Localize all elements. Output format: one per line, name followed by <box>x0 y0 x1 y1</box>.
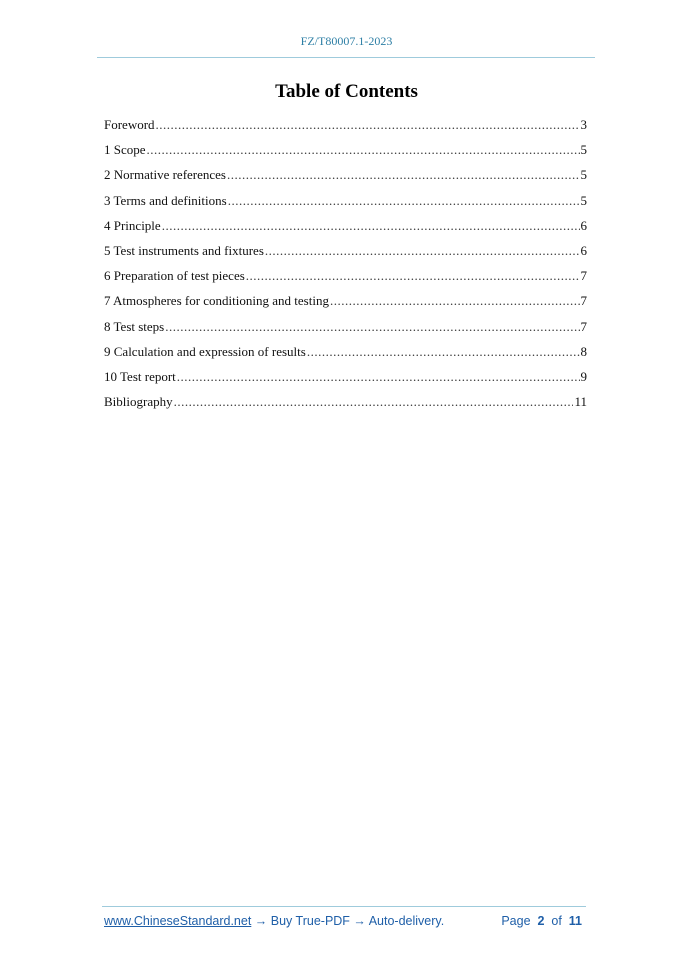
toc-entry-page: 7 <box>580 318 587 334</box>
toc-entry[interactable] <box>104 369 587 394</box>
toc-leader-dots <box>330 293 580 309</box>
page-total: 11 <box>568 914 582 928</box>
toc-entry-page: 6 <box>580 217 587 233</box>
toc-entry-label: Bibliography <box>104 394 173 410</box>
toc-entry-label: 4 Principle <box>104 217 161 233</box>
toc-entry-page: 5 <box>580 167 587 183</box>
toc-entry-label: 2 Normative references <box>104 167 226 183</box>
toc-entry-label: Foreword <box>104 117 155 132</box>
toc-entry[interactable] <box>104 167 587 192</box>
toc-leader-dots <box>156 117 580 133</box>
toc-leader-dots <box>162 218 580 234</box>
toc-entry-page: 9 <box>580 368 587 384</box>
footer-divider <box>102 906 586 907</box>
toc-entry-page: 8 <box>580 343 587 359</box>
page-of: of <box>551 914 562 928</box>
toc-leader-dots <box>246 268 580 284</box>
toc-entry-label: 3 Terms and definitions <box>104 192 227 208</box>
footer-promo <box>104 914 444 928</box>
toc-entry-label: 7 Atmospheres for conditioning and testing <box>104 293 329 309</box>
toc-entry-page: 3 <box>580 117 587 132</box>
page-current: 2 <box>537 914 545 928</box>
toc-entry[interactable] <box>104 193 587 218</box>
toc-leader-dots <box>147 142 580 158</box>
page-indicator <box>501 914 582 928</box>
toc-entry-page: 11 <box>574 394 587 410</box>
toc-entry-page: 7 <box>580 293 587 309</box>
toc-leader-dots <box>227 167 580 183</box>
toc-entry[interactable] <box>104 344 587 369</box>
toc-entry-label: 8 Test steps <box>104 318 165 334</box>
toc-entry-label: 10 Test report <box>104 368 176 384</box>
website-link[interactable]: www.ChineseStandard.net <box>104 914 252 928</box>
toc-entry-page: 5 <box>580 192 587 208</box>
toc-entry[interactable] <box>104 243 587 268</box>
toc-leader-dots <box>165 319 579 335</box>
toc-entry[interactable] <box>104 218 587 243</box>
toc-entry-label: 1 Scope <box>104 142 146 158</box>
toc-entry[interactable] <box>104 293 587 318</box>
toc-entry[interactable] <box>104 268 587 293</box>
toc-entry-label: 5 Test instruments and fixtures <box>104 242 264 258</box>
toc-leader-dots <box>174 394 574 410</box>
toc-leader-dots <box>228 193 580 209</box>
toc-leader-dots <box>307 344 580 360</box>
toc-entry-page: 5 <box>580 142 587 158</box>
toc-entry-label: 9 Calculation and expression of results <box>104 343 306 359</box>
toc-leader-dots <box>177 369 580 385</box>
toc-entry[interactable] <box>104 394 587 419</box>
header-divider <box>97 57 595 58</box>
toc-entry[interactable] <box>104 319 587 344</box>
document-code: FZ/T80007.1-2023 <box>300 34 393 48</box>
toc-entry-page: 7 <box>580 268 587 284</box>
toc-entry-label: 6 Preparation of test pieces <box>104 268 245 284</box>
page-prefix: Page <box>501 914 531 928</box>
toc-entry-page: 6 <box>580 242 587 258</box>
toc-list <box>104 117 587 419</box>
toc-entry[interactable] <box>104 142 587 167</box>
toc-title: Table of Contents <box>275 81 418 102</box>
footer-promo-text: → Buy True-PDF → Auto-delivery. <box>251 914 445 928</box>
toc-entry[interactable] <box>104 117 587 142</box>
toc-leader-dots <box>265 243 580 259</box>
